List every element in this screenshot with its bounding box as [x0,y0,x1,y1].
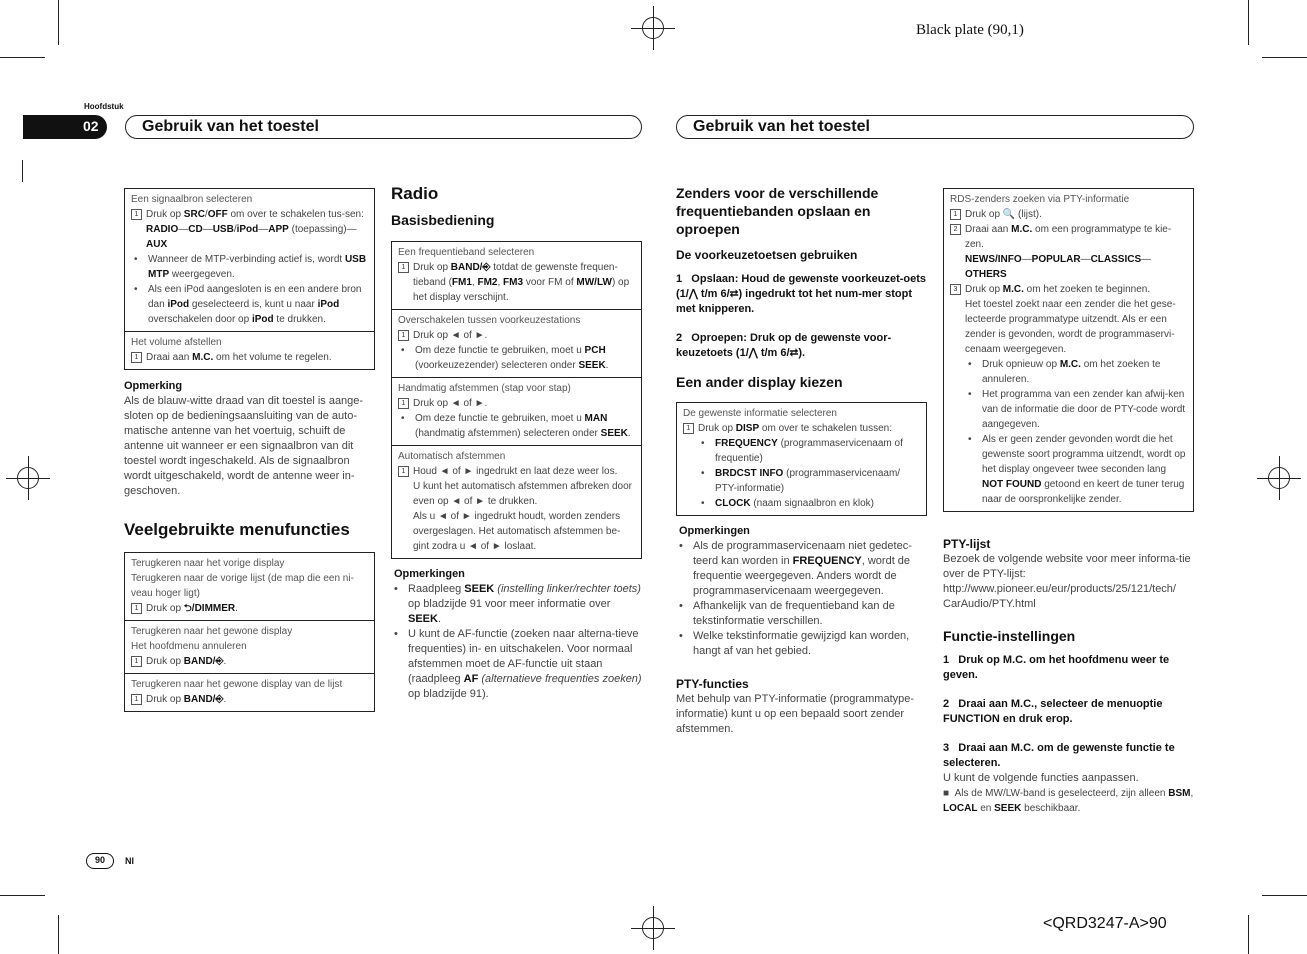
instruction-box [124,552,375,712]
crop-mark [1248,915,1249,954]
page-number: 90 [86,853,114,869]
note-item: • U kunt de AF-functie (zoeken naar alterna-tieve frequenties) in- en uitschakelen. Voor normaal afstemmen moet de AF-functie uit staan (raadpleeg AF (alternatieve frequenties zoeken) op bladzijde 91). [394,628,642,700]
instruction-box: De gewenste informatie selecteren 1 Druk op DISP om over te schakelen tussen: • FREQUENCY (programmaservicenaam of frequentie) • BRDCST INFO (programmaservicenaam/ PTY-informatie) • CLOCK (naam signaalbron en klok) [676,402,927,516]
pty-text: Met behulp van PTY-informatie (programmatype-informatie) kunt u op een bepaald soort zender afstemmen. [676,693,915,735]
step: 1 Opslaan: Houd de gewenste voorkeuzet-oets (1/⋀ t/m 6/⮂) ingedrukt tot het num-mer stopt met knipperen. [676,273,927,315]
step: 1 Draai aan M.C. om het volume te regelen. [131,350,368,365]
bullet-item: • Als een iPod aangesloten is en een andere bron dan iPod geselecteerd is, kunt u naar iPod overschakelen door op iPod te drukken. [134,284,362,325]
note-text: Als de blauw-witte draad van dit toestel is aange-sloten op de bedieningsaansluiting van de auto-matische antenne van het voertuig, schuift de antenne uit wanneer er een signaalbron van dit toestel wordt ingeschakeld. Als de signaalbron wordt uitgeschakeld, wordt de antenne weer in-geschoven. [124,395,364,497]
presets-subheading: De voorkeuzetoetsen gebruiken [676,248,858,262]
page-language: Nl [125,856,134,866]
instruction-section: Terugkeren naar het gewone display van de lijst 1 Druk op BAND/⎆. [131,679,343,705]
pty-list-text: Bezoek de volgende website voor meer informa-tie over de PTY-lijst: [943,553,1191,580]
step [131,207,368,252]
column-4: RDS-zenders zoeken via PTY-informatie 1 Druk op 🔍 (lijst). 2 Draai aan M.C. om een programmatype te kie-zen. NEWS/INFO—POPULAR—CLASSICS— OTHERS 3 Druk op M.C. om het zoeken te beginnen. Het toestel zoekt naar een zender die het gese-lecteerde programmatype uitzendt. Als er een zender is gevonden, wordt de programmaservi-cenaam weergegeven. • Druk opnieuw op M.C. om het zoeken te annuleren. • Het programma van een zender kan afwij-ken van de informatie die door de PTY-code wordt aangegeven. • Als er geen zender gevonden wordt die het gewenste soort programma uitzendt, wordt op het display ongeveer twee seconden lang NOT FOUND getoond en keert de tuner terug naar de oorspronkelijke zender. PTY-lijst Bezoek de volgende website voor meer informa-tie over de PTY-lijst: http://www.pioneer.eu/eur/products/25/121/tech/ CarAudio/PTY.html Functie-instellingen 1 Druk op M.C. om het hoofdmenu weer te geven. 2 Draai aan M.C., selecteer de menuoptie FUNCTION en druk erop. 3 Draai aan M.C. om de gewenste functie te selecteren. U kunt de volgende functies aanpassen. ■ Als de MW/LW-band is geselecteerd, zijn alleen BSM, LOCAL en SEEK beschikbaar. [943,188,1194,816]
pty-list-url[interactable]: http://www.pioneer.eu/eur/products/25/121/tech/ CarAudio/PTY.html [943,583,1176,610]
step-number: 1 [131,209,142,220]
step-text: Druk op SRC/OFF om over te schakelen tus-sen: RADIO—CD—USB/iPod—APP (toepassing)— AUX [146,209,364,250]
registration-mark [1268,467,1290,489]
basic-heading: Basisbediening [391,212,495,228]
section-heading-menu: Veelgebruikte menufuncties [124,520,350,539]
instruction-box [124,188,375,370]
document-code: <QRD3247-A>90 [1043,915,1167,932]
notes-heading: Opmerkingen [679,525,750,537]
square-bullet: ■ Als de MW/LW-band is geselecteerd, zijn alleen BSM, LOCAL en SEEK beschikbaar. [943,788,1194,814]
search-icon: 🔍 [1002,209,1016,220]
column-1 [124,188,375,712]
bullet-item: • Wanneer de MTP-verbinding actief is, wordt USB MTP weergegeven. [134,254,367,280]
chapter-number: 02 [23,115,107,139]
crop-mark [0,895,45,896]
chapter-label: Hoofdstuk [84,102,124,111]
registration-mark [642,17,664,39]
function-heading: Functie-instellingen [943,628,1076,644]
instruction-section: Terugkeren naar het gewone display Het hoofdmenu annuleren 1 Druk op BAND/⎆. [125,621,374,674]
crop-mark [0,57,45,58]
registration-mark [642,917,664,939]
instruction-section: Terugkeren naar het vorige display Terugkeren naar de vorige lijst (de map die een ni-veau hoger ligt) 1 Druk op ⮌/DIMMER. [125,553,374,621]
page-title-right: Gebruik van het toestel [676,115,1194,139]
column-2 [391,184,642,702]
step: 2 Oproepen: Druk op de gewenste voor-keuzetoets (1/⋀ t/m 6/⮂). [676,332,892,359]
section-heading: Het volume afstellen [131,337,222,348]
radio-heading: Radio [391,184,439,203]
section-heading: Een signaalbron selecteren [131,194,253,205]
instruction-section [125,189,374,332]
crop-mark [1262,57,1307,58]
pty-list-heading: PTY-lijst [943,537,991,551]
crop-mark [58,915,59,954]
pty-heading: PTY-functies [676,677,749,691]
column-3: Zenders voor de verschillende frequentiebanden opslaan en oproepen De voorkeuzetoetsen gebruiken 1 Opslaan: Houd de gewenste voorkeuzet-oets (1/⋀ t/m 6/⮂) ingedrukt tot het num-mer stopt met knipperen. 2 Oproepen: Druk op de gewenste voor-keuzetoets (1/⋀ t/m 6/⮂). Een ander display kiezen De gewenste informatie selecteren 1 Druk op DISP om over te schakelen tussen: • FREQUENCY (programmaservicenaam of frequentie) • BRDCST INFO (programmaservicenaam/ PTY-informatie) • CLOCK (naam signaalbron en klok) Opmerkingen • Als de programmaservicenaam niet gedetec-teerd kan worden in FREQUENCY, wordt de frequentie weergegeven. Anders wordt de programmaservicenaam weergegeven. • Afhankelijk van de frequentieband kan de tekstinformatie verschillen. • Welke tekstinformatie gewijzigd kan worden, hangt af van het gebied. PTY-functies Met behulp van PTY-informatie (programmatype-informatie) kunt u op een bepaald soort zender afstemmen. [676,185,927,735]
crop-mark [22,160,23,182]
crop-mark [58,0,59,45]
plate-label: Black plate (90,1) [916,22,1024,38]
instruction-box: Een frequentieband selecteren 1 Druk op BAND/⎆ totdat de gewenste frequen-tieband (FM1, FM2, FM3 voor FM of MW/LW) op het display verschijnt. Overschakelen tussen voorkeuzestations 1 Druk op ◄ of ►. • Om deze functie te gebruiken, moet u PCH (voorkeuzezender) selecteren onder SEEK. Handmatig afstemmen (stap voor stap) 1 Druk op ◄ of ►. • Om deze functie te gebruiken, moet u MAN (handmatig afstemmen) selecteren onder SEEK. Automatisch afstemmen 1 Houd ◄ of ► ingedrukt en laat deze weer los. U kunt het automatisch afstemmen afbreken door even op ◄ of ► te drukken. Als u ◄ of ► ingedrukt houdt, worden zenders overgeslagen. Het automatisch afstemmen be-gint zodra u ◄ of ► loslaat. [391,241,642,559]
note-heading: Opmerking [124,380,183,392]
presets-heading: Zenders voor de verschillende frequentiebanden opslaan en oproepen [676,185,879,237]
notes-heading: Opmerkingen [394,568,465,580]
crop-mark [1248,0,1249,45]
crop-mark [1262,895,1307,896]
registration-mark [17,467,39,489]
display-heading: Een ander display kiezen [676,374,843,390]
instruction-section [125,332,374,369]
note-item: • Raadpleeg SEEK (instelling linker/rechter toets) op bladzijde 91 voor meer informatie over SEEK. [394,583,641,625]
page-title-left: Gebruik van het toestel [125,115,642,139]
instruction-box: RDS-zenders zoeken via PTY-informatie 1 Druk op 🔍 (lijst). 2 Draai aan M.C. om een programmatype te kie-zen. NEWS/INFO—POPULAR—CLASSICS— OTHERS 3 Druk op M.C. om het zoeken te beginnen. Het toestel zoekt naar een zender die het gese-lecteerde programmatype uitzendt. Als er een zender is gevonden, wordt de programmaservi-cenaam weergegeven. • Druk opnieuw op M.C. om het zoeken te annuleren. • Het programma van een zender kan afwij-ken van de informatie die door de PTY-code wordt aangegeven. • Als er geen zender gevonden wordt die het gewenste soort programma uitzendt, wordt op het display ongeveer twee seconden lang NOT FOUND getoond en keert de tuner terug naar de oorspronkelijke zender. [943,188,1194,512]
